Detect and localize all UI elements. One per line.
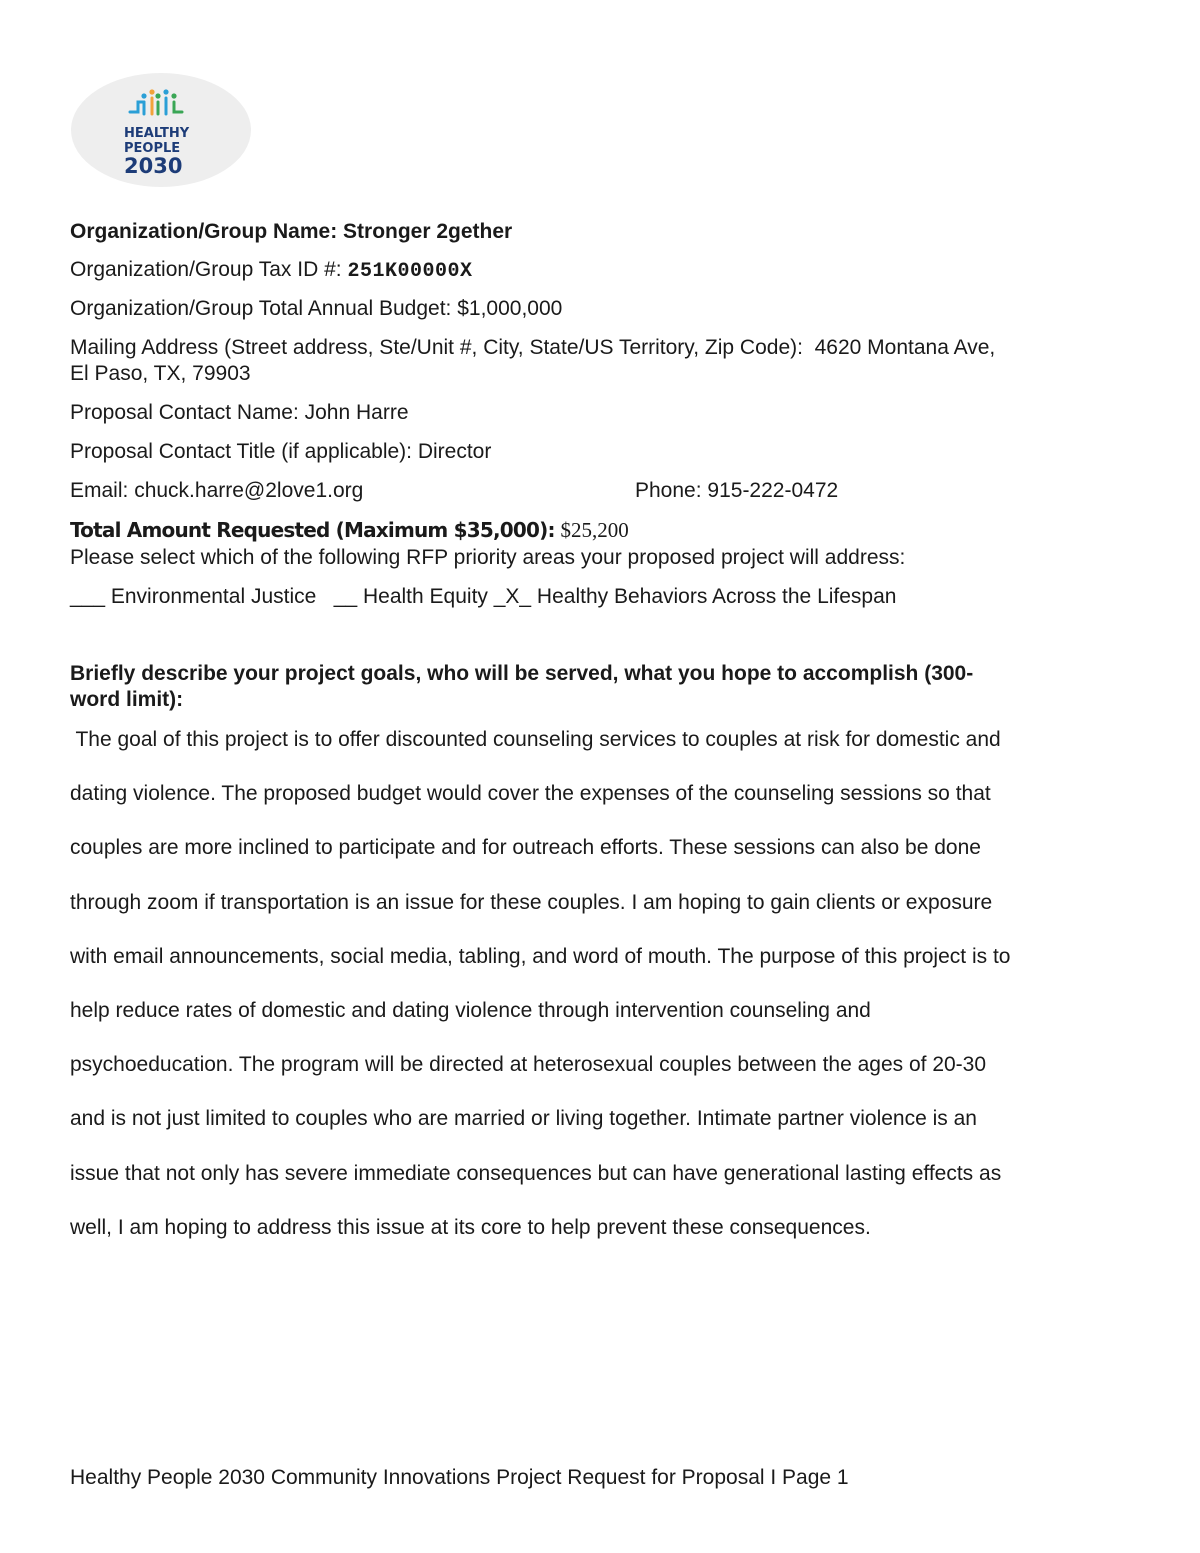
amount-label: Total Amount Requested (Maximum $35,000): [70,518,555,542]
org-name-value: Stronger 2gether [343,220,513,243]
email-phone-row [70,478,1130,504]
contact-name-label: Proposal Contact Name: [70,401,299,424]
amount-value: $25,200 [560,518,629,542]
svg-text:2030: 2030 [124,154,183,178]
description-line: through zoom if transportation is an issue for these couples. I am hoping to gain clients or exposure [70,890,993,914]
priority-options: ___ Environmental Justice __ Health Equity _X_ Healthy Behaviors Across the Lifespan [70,585,897,608]
tax-id-label: Organization/Group Tax ID #: [70,258,342,281]
contact-name-value: John Harre [304,401,409,424]
healthy-people-2030-logo [70,72,252,188]
description-body [70,713,1130,1255]
description-line: dating violence. The proposed budget would cover the expenses of the counseling sessions so that [70,782,991,806]
description-line: issue that not only has severe immediate consequences but can have generational lasting effects as [70,1161,1002,1185]
budget-row [70,296,1130,322]
svg-text:PEOPLE: PEOPLE [124,141,181,156]
org-name-label: Organization/Group Name: [70,220,338,243]
phone-value: 915-222-0472 [707,479,839,502]
address-label: Mailing Address (Street address, Ste/Unit #, City, State/US Territory, Zip Code): [70,336,803,359]
contact-title-value: Director [417,440,492,463]
description-line: and is not just limited to couples who are married or living together. Intimate partner violence is an [70,1107,977,1131]
address-value-line2: El Paso, TX, 79903 [70,362,251,385]
page-footer: Healthy People 2030 Community Innovations Project Request for Proposal I Page 1 [70,1466,849,1489]
svg-text:HEALTHY: HEALTHY [124,126,190,141]
description-line: well, I am hoping to address this issue at its core to help prevent these consequences. [70,1215,871,1239]
address-value-line1: 4620 Montana Ave, [814,336,996,359]
budget-label: Organization/Group Total Annual Budget: [70,297,452,320]
description-line: The goal of this project is to offer discounted counseling services to couples at risk for domestic and [70,728,1001,751]
email-value: chuck.harre@2love1.org [134,479,364,502]
tax-id-row [70,257,1130,285]
contact-title-label: Proposal Contact Title (if applicable): [70,440,412,463]
description-line: psychoeducation. The program will be directed at heterosexual couples between the ages of 20-30 [70,1053,987,1077]
priority-prompt: Please select which of the following RFP priority areas your proposed project will address: [70,546,906,569]
phone-label: Phone: [635,479,702,502]
description-prompt-line2: word limit): [70,688,184,711]
org-name-row [70,219,1130,245]
contact-title-row [70,439,1130,465]
amount-row [70,517,1130,544]
budget-value: $1,000,000 [457,297,563,320]
tax-id-value: 251K00000X [347,260,473,283]
email-label: Email: [70,479,129,502]
description-line: with email announcements, social media, tabling, and word of mouth. The purpose of this project is to [70,944,1011,968]
description-line: help reduce rates of domestic and dating violence through intervention counseling and [70,998,871,1022]
address-row-continued [70,361,1130,387]
description-line: couples are more inclined to participate and for outreach efforts. These sessions can also be done [70,836,981,860]
address-row [70,335,1130,361]
description-prompt [70,661,1130,713]
contact-name-row [70,400,1130,426]
description-prompt-line1: Briefly describe your project goals, who will be served, what you hope to accomplish (300- [70,662,974,685]
